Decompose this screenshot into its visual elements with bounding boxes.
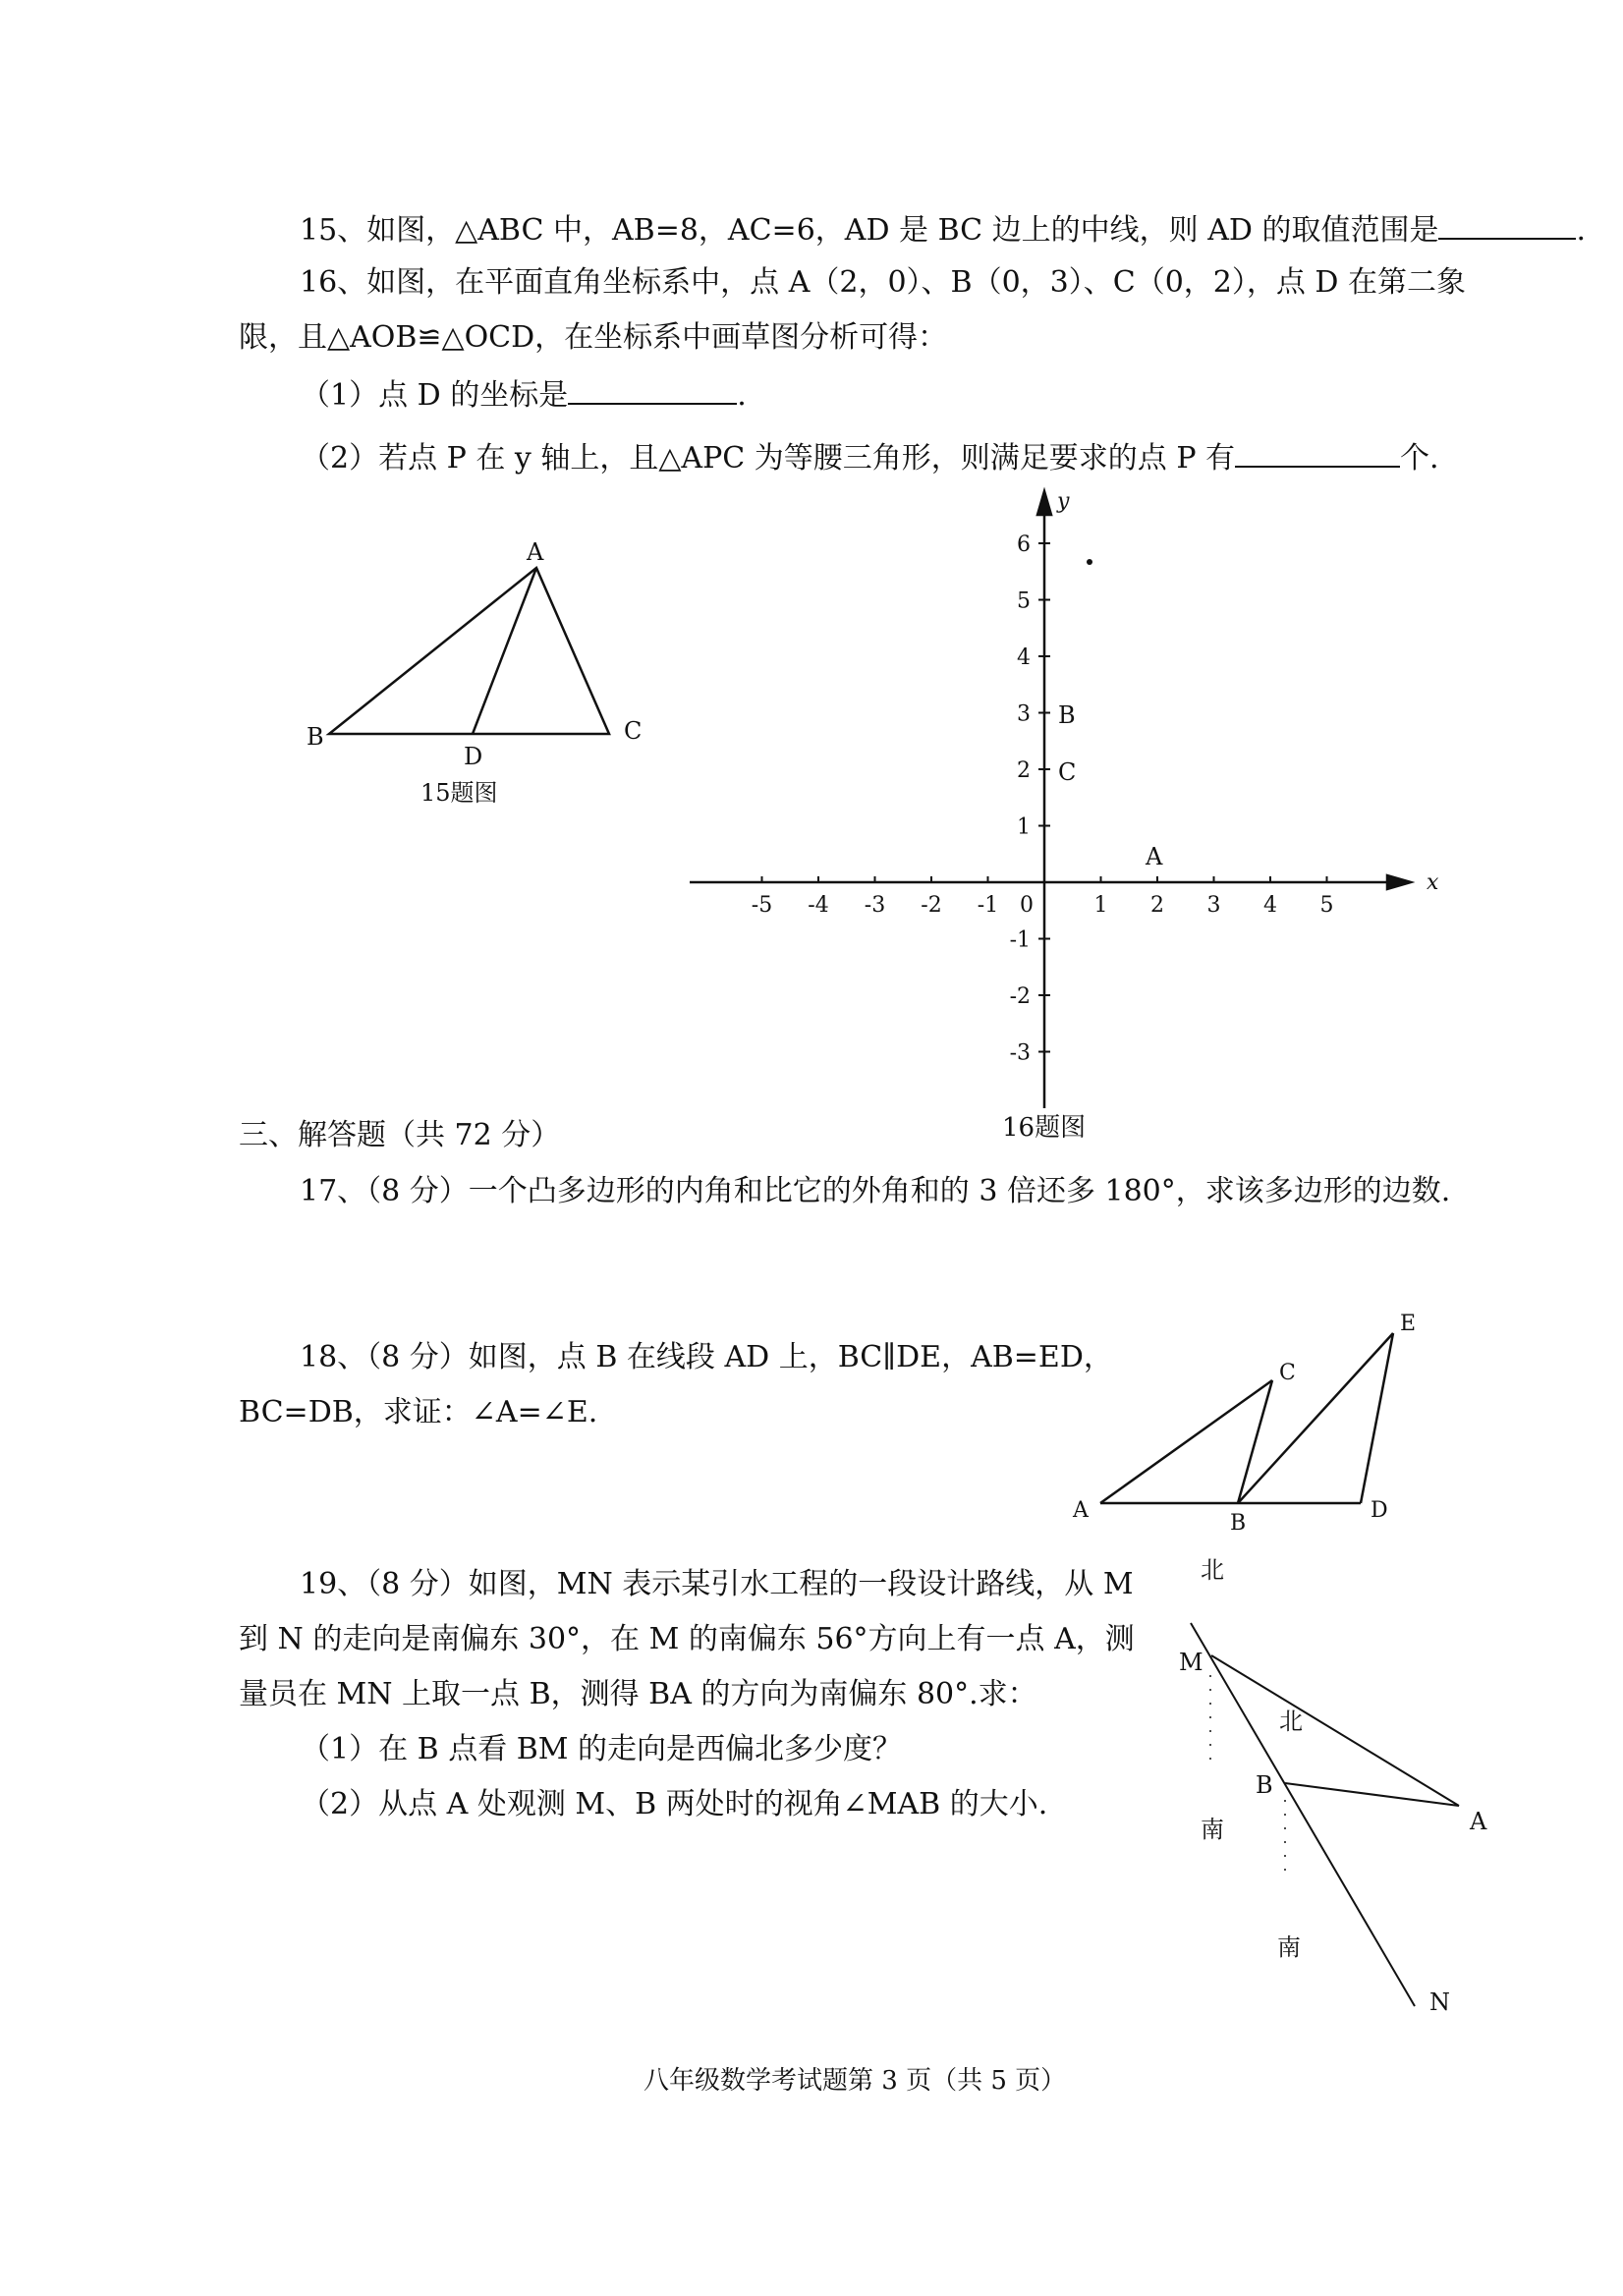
q18-segment-de [1361,1333,1393,1503]
q19-south-label-1: 南 [1201,1816,1224,1843]
point-a-label: A [1146,843,1163,870]
q19-label-b: B [1256,1771,1273,1799]
q15-label-c: C [624,717,643,745]
y-tick-label: 3 [1017,701,1031,727]
x-tick-label: 2 [1150,893,1164,918]
x-axis-label: x [1427,870,1439,895]
q16-line2: 限，且△AOB≌△OCD，在坐标系中画草图分析可得： [239,320,948,355]
q18-label-d: D [1371,1498,1388,1523]
q16-line1: 16、如图，在平面直角坐标系中，点 A（2，0）、B（0，3）、C（0，2），点 D 在第二象 [300,265,1467,300]
stray-dot [1087,559,1092,565]
q16-part1-end: . [737,378,747,413]
x-tick-label: -3 [864,893,886,918]
q16-part2-end: 个. [1400,441,1439,476]
q17-text: 17、（8 分）一个凸多边形的内角和比它的外角和的 3 倍还多 180°，求该多边形的边数. [300,1174,1451,1208]
x-tick-label: -5 [751,893,773,918]
x-axis-arrow [1387,875,1411,889]
q18-label-a: A [1073,1498,1089,1523]
y-tick-label: -2 [1009,984,1031,1009]
x-tick-label: -1 [977,893,999,918]
q19-segment-ba [1285,1783,1459,1806]
q19-route-mn [1191,1623,1415,2006]
section3-heading: 三、解答题（共 72 分） [239,1118,561,1152]
y-tick-label: -3 [1009,1040,1031,1066]
y-tick-label: 1 [1017,814,1031,840]
q18-label-c: C [1279,1361,1296,1385]
q18-line1: 18、（8 分）如图，点 B 在线段 AD 上，BC∥DE，AB=ED， [300,1340,1113,1374]
q15-figure [285,521,658,815]
q16-part2-text: （2）若点 P 在 y 轴上，且△APC 为等腰三角形，则满足要求的点 P 有 [301,441,1236,476]
q19-line2: 到 N 的走向是南偏东 30°，在 M 的南偏东 56°方向上有一点 A，测 [239,1622,1135,1656]
x-tick-label: -4 [808,893,829,918]
page-footer: 八年级数学考试题第 3 页（共 5 页） [644,2066,1067,2096]
q16-part1 [301,373,747,416]
q16-part2-blank[interactable] [1235,436,1400,468]
q18-label-e: E [1400,1312,1417,1336]
q15-triangle-abc [329,568,609,734]
point-c-label: C [1058,758,1077,786]
q15-line [300,208,1586,251]
q16-figure [678,481,1454,1110]
y-tick-label: -1 [1009,927,1031,953]
q19-label-a: A [1470,1808,1487,1835]
x-tick-label: 0 [1020,893,1034,918]
q19-south-label-2: 南 [1277,1933,1301,1961]
point-b-label: B [1058,701,1076,729]
q18-figure [1061,1302,1434,1536]
x-tick-label: -2 [921,893,942,918]
q15-label-d: D [464,743,483,770]
q16-part1-text: （1）点 D 的坐标是 [301,378,569,413]
x-tick-label: 1 [1093,893,1108,918]
y-tick-label: 2 [1017,758,1031,783]
q15-text: 15、如图，△ABC 中，AB=8，AC=6，AD 是 BC 边上的中线，则 AD 的取值范围是 [300,213,1439,248]
q19-north-label-2: 北 [1279,1708,1303,1735]
q15-label-a: A [527,538,544,566]
q18-segment-ac [1100,1380,1272,1503]
q15-label-b: B [307,723,324,751]
y-axis-label: y [1057,489,1070,514]
q18-label-b: B [1230,1511,1247,1536]
q16-caption: 16题图 [1002,1113,1087,1143]
q19-line3: 量员在 MN 上取一点 B，测得 BA 的方向为南偏东 80°.求： [239,1677,1037,1711]
q19-figure [1140,1542,1493,2034]
y-tick-label: 5 [1017,588,1031,614]
q19-north-label-1: 北 [1201,1556,1224,1584]
q15-end: . [1576,213,1586,248]
q15-answer-blank[interactable] [1438,208,1576,240]
x-tick-label: 3 [1206,893,1221,918]
q19-segment-ma [1211,1655,1459,1806]
x-tick-label: 4 [1263,893,1277,918]
q19-label-m: M [1179,1649,1203,1676]
y-axis-arrow [1037,491,1051,515]
q19-label-n: N [1429,1988,1450,2016]
q15-caption: 15题图 [420,779,498,807]
q19-line1: 19、（8 分）如图，MN 表示某引水工程的一段设计路线，从 M [300,1567,1134,1601]
q16-part1-blank[interactable] [568,373,737,405]
q18-line2: BC=DB，求证：∠A=∠E. [239,1395,598,1429]
y-tick-label: 6 [1017,532,1031,557]
y-tick-label: 4 [1017,645,1031,670]
q19-part1: （1）在 B 点看 BM 的走向是西偏北多少度？ [301,1732,903,1766]
x-tick-label: 5 [1319,893,1334,918]
q19-part2: （2）从点 A 处观测 M、B 两处时的视角∠MAB 的大小. [301,1787,1048,1821]
q16-part2 [301,436,1439,478]
